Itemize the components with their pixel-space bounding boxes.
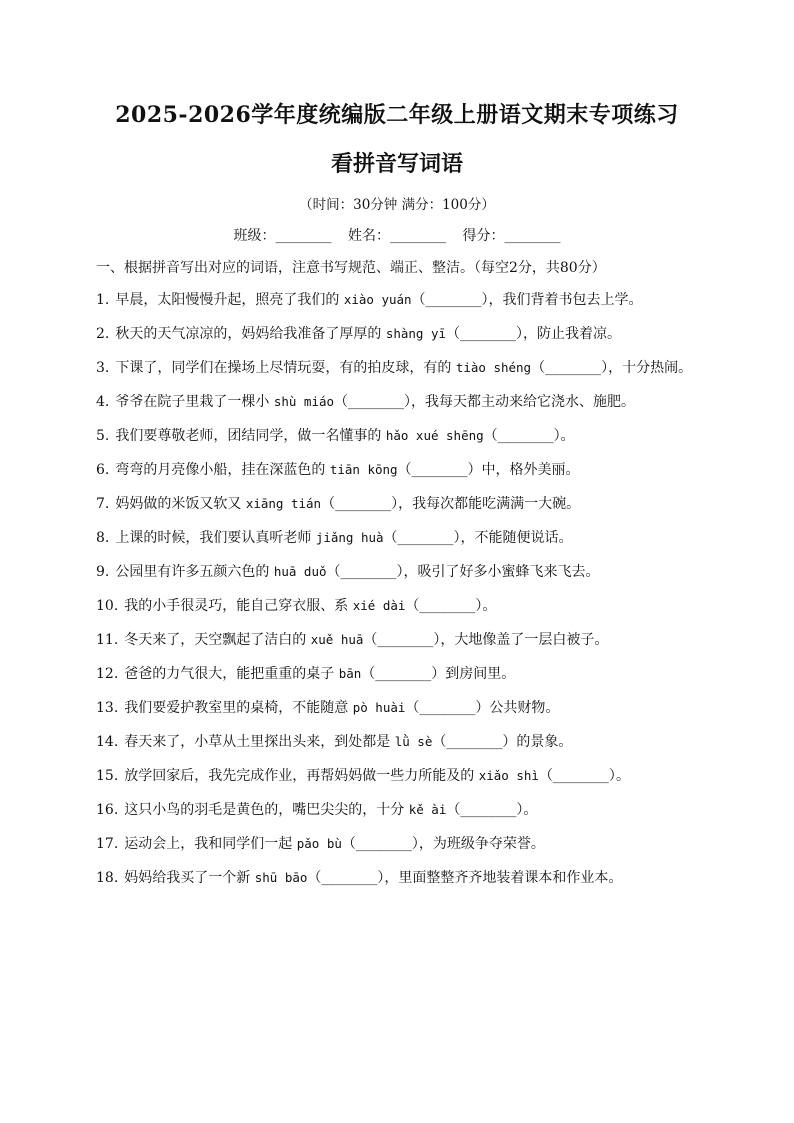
question-text-after: ，十分热闹。 <box>608 360 693 376</box>
question-pinyin: xiào yuán <box>343 292 412 307</box>
question-pinyin: xiǎo shì <box>478 768 539 783</box>
question-pinyin: xié dài <box>352 598 406 613</box>
student-info-line <box>96 227 698 245</box>
answer-blank[interactable]: （________） <box>307 870 385 886</box>
question-item <box>96 762 698 790</box>
question-text-after: ，大地像盖了一层白被子。 <box>440 632 609 648</box>
question-pinyin: jiǎng huà <box>315 530 384 545</box>
question-item <box>96 592 698 620</box>
question-text-after: ，防止我着凉。 <box>523 326 622 342</box>
question-text-after: 公共财物。 <box>489 700 560 716</box>
question-list <box>96 286 698 892</box>
question-pinyin: bān <box>338 666 362 681</box>
time-score-info: （时间：30分钟 满分：100分） <box>299 197 495 213</box>
question-number: 3. <box>96 360 110 376</box>
question-number: 8. <box>96 530 110 546</box>
question-text-before: 我们要爱护教室里的桌椅，不能随意 <box>124 700 353 716</box>
question-item <box>96 286 698 314</box>
question-item <box>96 830 698 858</box>
question-text-before: 弯弯的月亮像小船，挂在深蓝色的 <box>115 462 330 478</box>
question-text-after: 到房间里。 <box>445 666 516 682</box>
question-text-before: 运动会上，我和同学们一起 <box>124 836 297 852</box>
question-number: 13. <box>96 700 119 716</box>
question-number: 5. <box>96 428 110 444</box>
question-item <box>96 354 698 382</box>
question-pinyin: lǜ sè <box>394 734 433 749</box>
answer-blank[interactable]: （________） <box>446 326 524 342</box>
question-text-before: 我的小手很灵巧，能自己穿衣服、系 <box>124 598 353 614</box>
question-pinyin: shù miáo <box>273 394 335 409</box>
question-item <box>96 456 698 484</box>
question-item <box>96 796 698 824</box>
answer-blank[interactable]: （________） <box>397 462 482 478</box>
question-item <box>96 490 698 518</box>
question-number: 12. <box>96 666 119 682</box>
question-text-before: 冬天来了，天空飘起了洁白的 <box>124 632 311 648</box>
answer-blank[interactable]: （________） <box>531 360 609 376</box>
answer-blank[interactable]: （________） <box>334 394 412 410</box>
question-number: 10. <box>96 598 119 614</box>
answer-blank[interactable]: （________） <box>361 666 446 682</box>
answer-blank[interactable]: （________） <box>341 836 419 852</box>
question-text-before: 爷爷在院子里栽了一棵小 <box>115 394 274 410</box>
question-item <box>96 864 698 892</box>
question-text-before: 上课的时候，我们要认真听老师 <box>115 530 316 546</box>
question-text-after: 。 <box>482 598 497 614</box>
question-number: 11. <box>96 632 119 648</box>
question-pinyin: kě ài <box>408 802 447 817</box>
answer-blank[interactable]: （________） <box>405 700 490 716</box>
question-number: 2. <box>96 326 110 342</box>
question-number: 17. <box>96 836 119 852</box>
question-text-after: ，为班级争夺荣誉。 <box>418 836 545 852</box>
answer-blank[interactable]: （________） <box>405 598 483 614</box>
question-text-after: ，吸引了好多小蜜蜂飞来飞去。 <box>403 564 600 580</box>
question-number: 16. <box>96 802 119 818</box>
question-text-before: 妈妈做的米饭又软又 <box>115 496 246 512</box>
question-pinyin: xiāng tián <box>245 496 322 511</box>
answer-blank[interactable]: （________） <box>483 428 561 444</box>
question-item <box>96 694 698 722</box>
question-number: 6. <box>96 462 110 478</box>
answer-blank[interactable]: （________） <box>446 802 524 818</box>
question-text-after: 。 <box>523 802 538 818</box>
class-field: 班级：________ <box>233 228 332 244</box>
answer-blank[interactable]: （________） <box>411 292 489 308</box>
question-pinyin: xuě huā <box>310 632 364 647</box>
question-text-after: 的景象。 <box>516 734 573 750</box>
answer-blank[interactable]: （________） <box>383 530 461 546</box>
question-item <box>96 524 698 552</box>
name-field: 姓名：________ <box>348 228 446 244</box>
question-text-before: 春天来了，小草从土里探出头来，到处都是 <box>124 734 395 750</box>
question-pinyin: pò huài <box>352 700 406 715</box>
question-item <box>96 626 698 654</box>
question-pinyin: huā duǒ <box>273 564 327 579</box>
question-text-after: ，不能随便说话。 <box>460 530 573 546</box>
question-text-after: 。 <box>615 768 630 784</box>
score-field: 得分：________ <box>462 228 561 244</box>
question-text-after: 。 <box>560 428 575 444</box>
question-number: 14. <box>96 734 119 750</box>
question-text-before: 早晨，太阳慢慢升起，照亮了我们的 <box>115 292 344 308</box>
question-text-after: 中，格外美丽。 <box>481 462 580 478</box>
question-number: 18. <box>96 870 119 886</box>
question-number: 7. <box>96 496 110 512</box>
question-pinyin: shū bāo <box>254 870 308 885</box>
question-text-before: 下课了，同学们在操场上尽情玩耍，有的拍皮球，有的 <box>115 360 456 376</box>
question-number: 9. <box>96 564 110 580</box>
worksheet-title: 2025-2026学年度统编版二年级上册语文期末专项练习 <box>115 102 679 128</box>
question-item <box>96 728 698 756</box>
question-text-before: 爸爸的力气很大，能把重重的桌子 <box>124 666 339 682</box>
question-text-after: ，我每天都主动来给它浇水、施肥。 <box>411 394 636 410</box>
question-pinyin: tiào shéng <box>455 360 532 375</box>
question-number: 1. <box>96 292 110 308</box>
question-text-before: 我们要尊敬老师，团结同学，做一名懂事的 <box>115 428 386 444</box>
question-pinyin: tiān kōng <box>329 462 398 477</box>
question-item <box>96 320 698 348</box>
question-pinyin: hǎo xué shēng <box>385 428 484 443</box>
question-text-before: 妈妈给我买了一个新 <box>124 870 255 886</box>
question-number: 4. <box>96 394 110 410</box>
question-text-after: ，我们背着书包去上学。 <box>488 292 643 308</box>
question-pinyin: pǎo bù <box>296 836 342 851</box>
question-text-before: 放学回家后，我先完成作业，再帮妈妈做一些力所能及的 <box>124 768 479 784</box>
question-item <box>96 558 698 586</box>
question-text-before: 秋天的天气凉凉的，妈妈给我准备了厚厚的 <box>115 326 386 342</box>
answer-blank[interactable]: （________） <box>432 734 517 750</box>
question-number: 15. <box>96 768 119 784</box>
question-item <box>96 660 698 688</box>
question-text-after: ，里面整整齐齐地装着课本和作业本。 <box>384 870 623 886</box>
question-item <box>96 422 698 450</box>
section-heading: 一、根据拼音写出对应的词语，注意书写规范、端正、整洁。（每空2分，共80分） <box>96 260 606 276</box>
answer-blank[interactable]: （________） <box>538 768 616 784</box>
question-pinyin: shàng yī <box>385 326 447 341</box>
question-text-after: ，我每次都能吃满满一大碗。 <box>398 496 581 512</box>
question-text-before: 公园里有许多五颜六色的 <box>115 564 274 580</box>
question-text-before: 这只小鸟的羽毛是黄色的，嘴巴尖尖的，十分 <box>124 802 409 818</box>
answer-blank[interactable]: （________） <box>321 496 399 512</box>
answer-blank[interactable]: （________） <box>326 564 404 580</box>
question-item <box>96 388 698 416</box>
answer-blank[interactable]: （________） <box>363 632 441 648</box>
worksheet-subtitle: 看拼音写词语 <box>330 151 463 177</box>
